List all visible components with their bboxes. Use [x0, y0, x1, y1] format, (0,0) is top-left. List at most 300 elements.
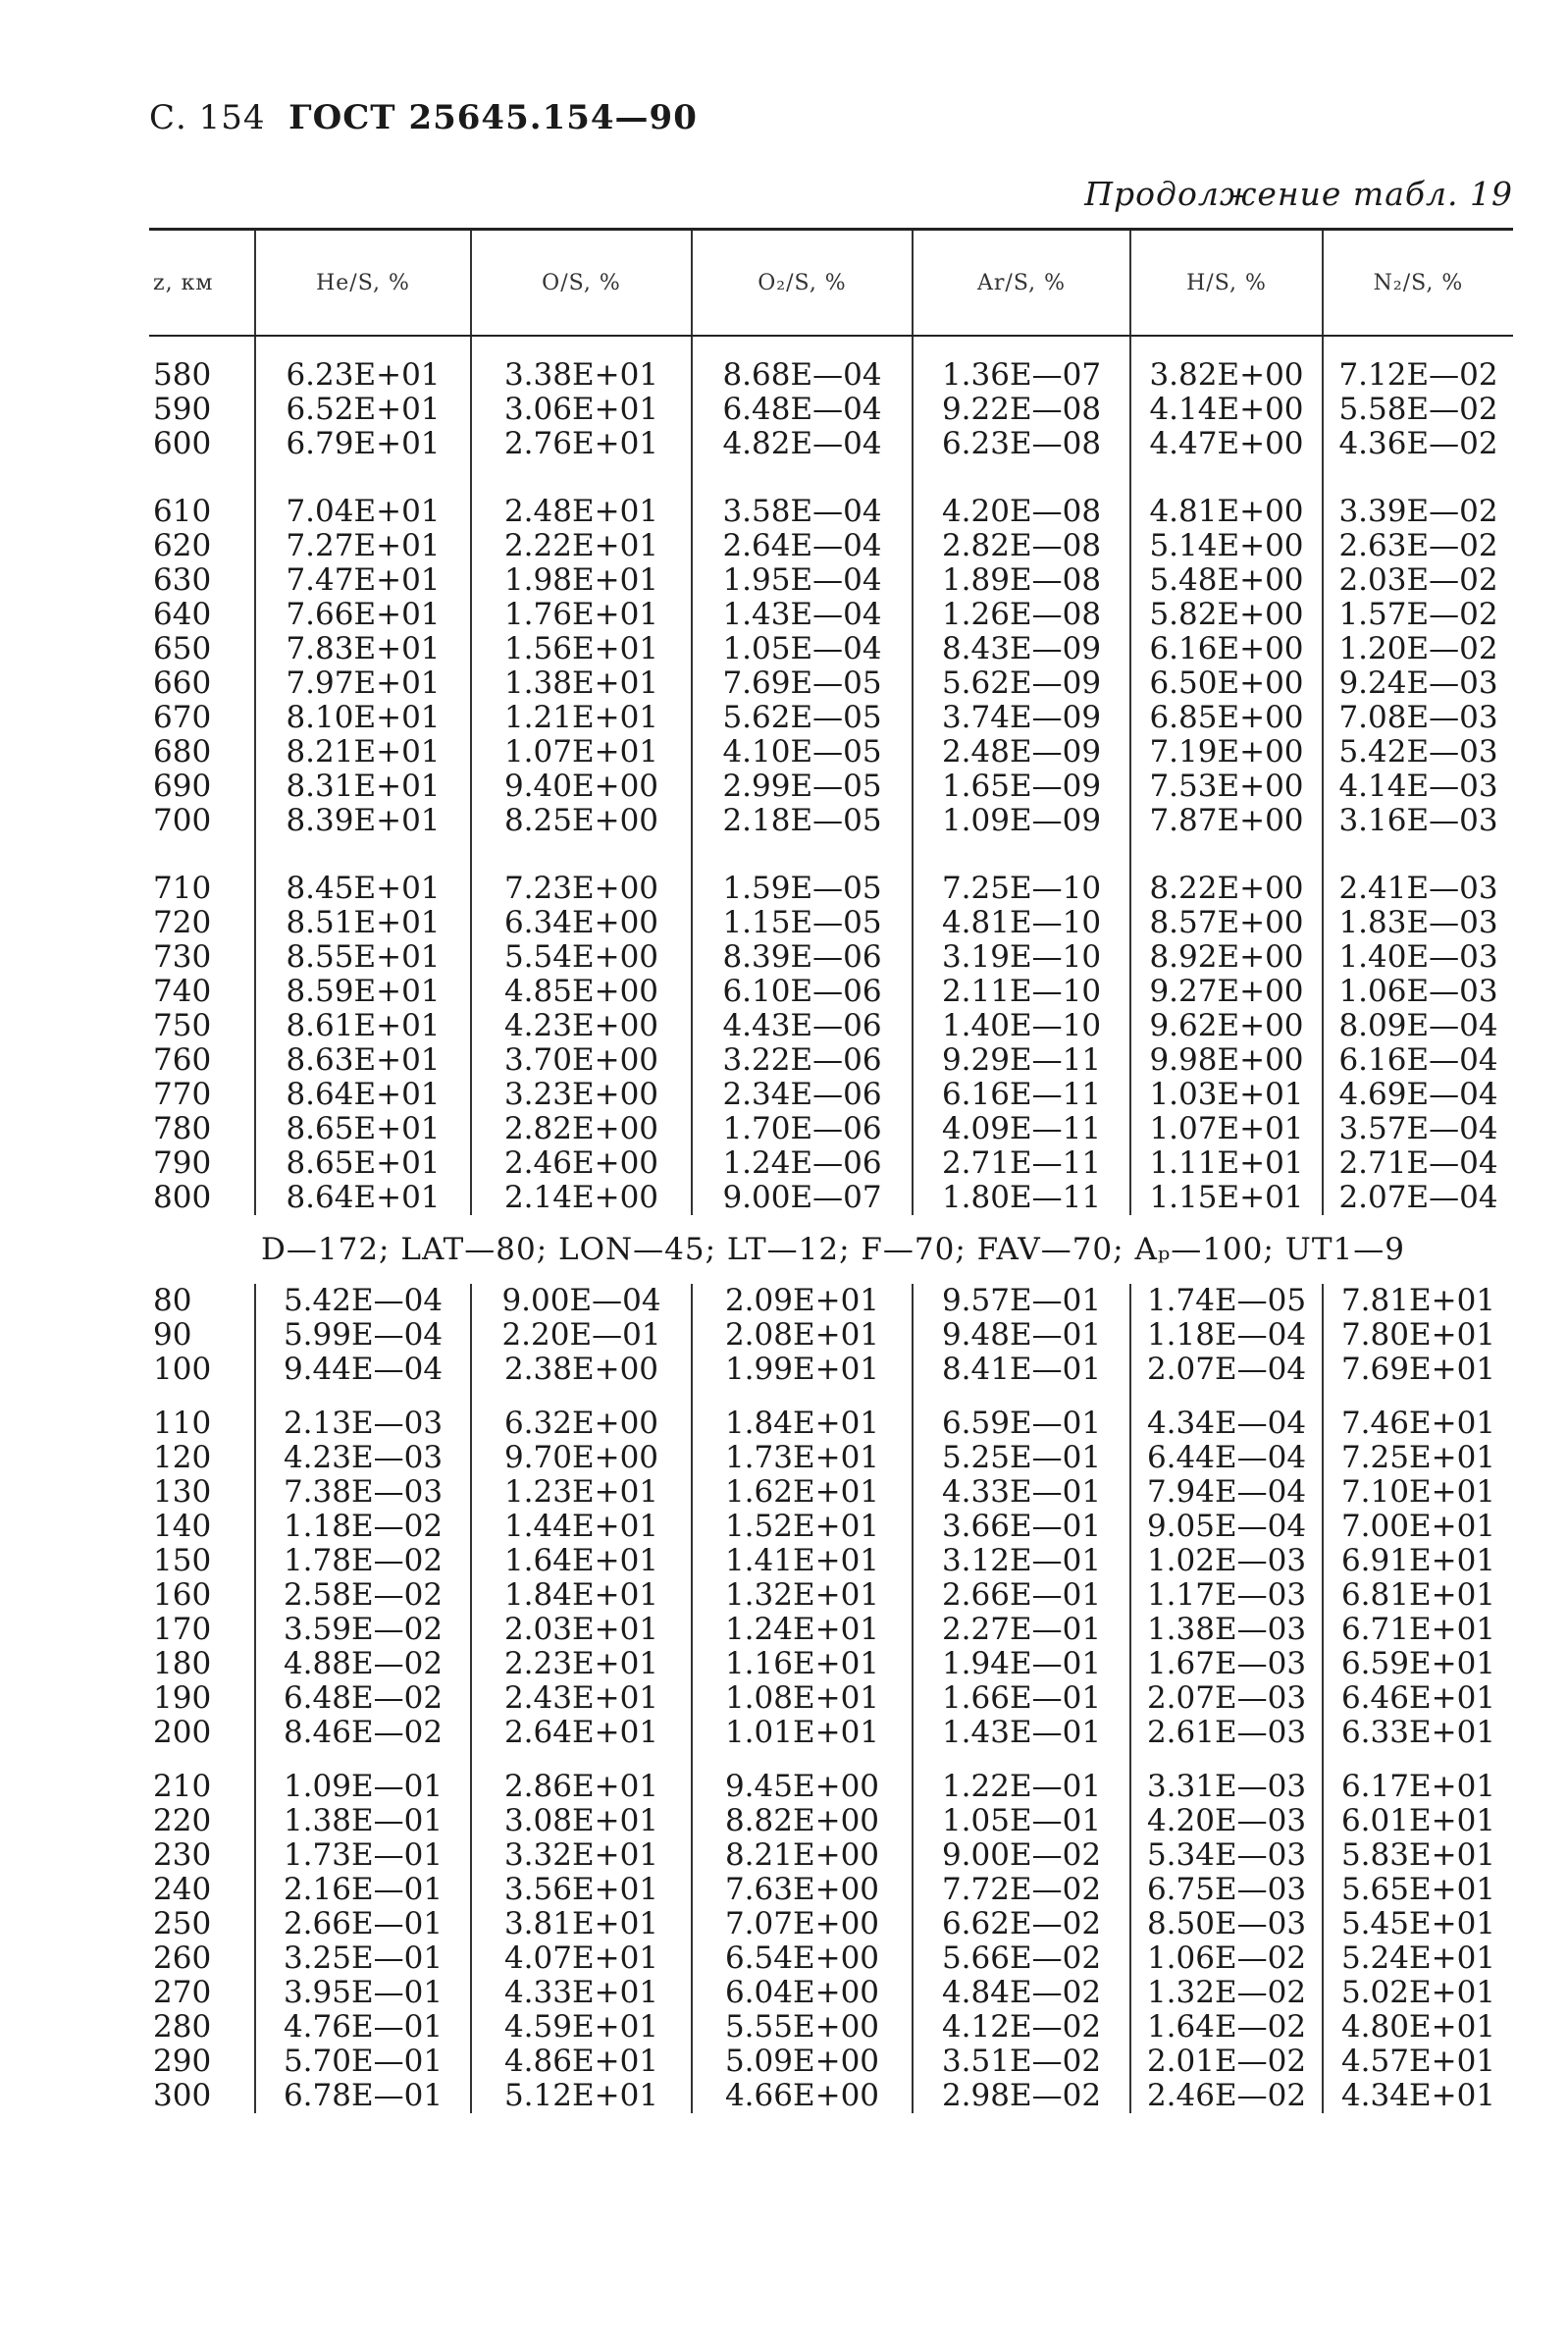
value-cell: 7.94E—04	[1130, 1475, 1323, 1510]
value-cell: 1.07E+01	[1130, 1112, 1323, 1146]
value-cell: 5.62E—05	[692, 701, 913, 735]
value-cell: 1.70E—06	[692, 1112, 913, 1146]
value-cell: 2.38E+00	[471, 1353, 692, 1387]
value-cell: 2.99E—05	[692, 770, 913, 804]
value-cell: 5.42E—03	[1323, 735, 1513, 770]
value-cell: 1.15E+01	[1130, 1181, 1323, 1215]
value-cell: 4.34E—04	[1130, 1407, 1323, 1441]
value-cell: 7.23E+00	[471, 872, 692, 906]
altitude-cell: 300	[153, 2078, 212, 2113]
value-cell: 8.65E+01	[255, 1112, 471, 1146]
value-cell: 4.12E—02	[913, 2010, 1130, 2045]
column-header: He/S, %	[255, 231, 471, 336]
value-cell: 2.66E—01	[913, 1578, 1130, 1613]
value-cell: 1.38E—03	[1130, 1613, 1323, 1647]
spacer-cell	[255, 1750, 471, 1770]
altitude-cell: 590	[153, 392, 212, 427]
value-cell: 1.08E+01	[692, 1681, 913, 1716]
value-cell: 9.22E—08	[913, 393, 1130, 427]
spacer-cell	[913, 1750, 1130, 1770]
spacer-cell	[1323, 1750, 1513, 1770]
value-cell: 7.63E+00	[692, 1873, 913, 1907]
value-cell: 8.82E+00	[692, 1804, 913, 1838]
value-cell: 5.54E+00	[471, 940, 692, 975]
value-cell: 2.11E—10	[913, 975, 1130, 1009]
value-cell: 7.72E—02	[913, 1873, 1130, 1907]
value-cell: 3.19E—10	[913, 940, 1130, 975]
value-cell: 7.07E+00	[692, 1907, 913, 1941]
value-cell: 3.08E+01	[471, 1804, 692, 1838]
table-row	[149, 632, 1513, 666]
column-header: H/S, %	[1130, 231, 1323, 336]
model-parameters: D—172; LAT—80; LON—45; LT—12; F—70; FAV—70; Aₚ—100; UT1—9	[261, 1232, 1405, 1267]
value-cell: 1.06E—03	[1323, 975, 1513, 1009]
value-cell: 6.59E+01	[1323, 1647, 1513, 1681]
table-row	[149, 1613, 1513, 1647]
value-cell: 2.41E—03	[1323, 872, 1513, 906]
value-cell: 4.69E—04	[1323, 1078, 1513, 1112]
table-row	[149, 2045, 1513, 2079]
table-row	[149, 906, 1513, 940]
value-cell: 5.70E—01	[255, 2045, 471, 2079]
value-cell: 6.16E—11	[913, 1078, 1130, 1112]
value-cell: 3.58E—04	[692, 495, 913, 529]
value-cell: 2.07E—03	[1130, 1681, 1323, 1716]
altitude-cell: 720	[153, 905, 212, 940]
table-continuation-caption: Продолжение табл. 19	[1084, 175, 1513, 213]
spacer-cell	[1323, 838, 1513, 872]
value-cell: 3.56E+01	[471, 1873, 692, 1907]
spacer-cell	[255, 336, 471, 358]
value-cell: 3.82E+00	[1130, 358, 1323, 393]
value-cell: 8.50E—03	[1130, 1907, 1323, 1941]
group-spacer	[149, 1387, 1513, 1407]
value-cell: 1.66E—01	[913, 1681, 1130, 1716]
value-cell: 6.16E—04	[1323, 1043, 1513, 1078]
spacer-cell	[1130, 461, 1323, 495]
value-cell: 4.47E+00	[1130, 427, 1323, 461]
spacer-cell	[692, 461, 913, 495]
value-cell: 7.80E+01	[1323, 1318, 1513, 1353]
value-cell: 6.54E+00	[692, 1941, 913, 1976]
value-cell: 8.64E+01	[255, 1078, 471, 1112]
value-cell: 3.66E—01	[913, 1510, 1130, 1544]
value-cell: 2.71E—11	[913, 1146, 1130, 1181]
spacer-cell	[471, 838, 692, 872]
value-cell: 1.16E+01	[692, 1647, 913, 1681]
value-cell: 7.46E+01	[1323, 1407, 1513, 1441]
spacer-cell	[692, 838, 913, 872]
value-cell: 4.10E—05	[692, 735, 913, 770]
value-cell: 4.14E—03	[1323, 770, 1513, 804]
value-cell: 8.25E+00	[471, 804, 692, 838]
table-row	[149, 393, 1513, 427]
value-cell: 5.82E+00	[1130, 598, 1323, 632]
value-cell: 7.19E+00	[1130, 735, 1323, 770]
altitude-cell: 220	[153, 1803, 212, 1838]
column-header: O/S, %	[471, 231, 692, 336]
value-cell: 6.46E+01	[1323, 1681, 1513, 1716]
value-cell: 4.76E—01	[255, 2010, 471, 2045]
table-row	[149, 1647, 1513, 1681]
table-row	[149, 666, 1513, 701]
table-row	[149, 1681, 1513, 1716]
value-cell: 6.71E+01	[1323, 1613, 1513, 1647]
value-cell: 5.34E—03	[1130, 1838, 1323, 1873]
value-cell: 1.74E—05	[1130, 1284, 1323, 1318]
value-cell: 1.02E—03	[1130, 1544, 1323, 1578]
value-cell: 2.46E+00	[471, 1146, 692, 1181]
value-cell: 4.59E+01	[471, 2010, 692, 2045]
table-row	[149, 770, 1513, 804]
value-cell: 3.25E—01	[255, 1941, 471, 1976]
value-cell: 6.78E—01	[255, 2079, 471, 2113]
value-cell: 2.46E—02	[1130, 2079, 1323, 2113]
value-cell: 2.66E—01	[255, 1907, 471, 1941]
value-cell: 7.69E—05	[692, 666, 913, 701]
altitude-cell: 130	[153, 1474, 212, 1510]
value-cell: 2.16E—01	[255, 1873, 471, 1907]
value-cell: 3.12E—01	[913, 1544, 1130, 1578]
altitude-cell: 620	[153, 528, 212, 563]
value-cell: 9.48E—01	[913, 1318, 1130, 1353]
value-cell: 6.44E—04	[1130, 1441, 1323, 1475]
value-cell: 5.58E—02	[1323, 393, 1513, 427]
value-cell: 3.32E+01	[471, 1838, 692, 1873]
spacer-cell	[149, 1387, 255, 1407]
value-cell: 4.81E—10	[913, 906, 1130, 940]
table-row	[149, 1009, 1513, 1043]
parameters-row	[149, 1215, 1513, 1284]
altitude-cell: 760	[153, 1042, 212, 1078]
value-cell: 1.76E+01	[471, 598, 692, 632]
value-cell: 5.14E+00	[1130, 529, 1323, 563]
value-cell: 3.38E+01	[471, 358, 692, 393]
value-cell: 4.14E+00	[1130, 393, 1323, 427]
value-cell: 4.36E—02	[1323, 427, 1513, 461]
table-row	[149, 1804, 1513, 1838]
value-cell: 6.79E+01	[255, 427, 471, 461]
value-cell: 1.24E—06	[692, 1146, 913, 1181]
value-cell: 3.23E+00	[471, 1078, 692, 1112]
table-row	[149, 1112, 1513, 1146]
spacer-cell	[471, 461, 692, 495]
value-cell: 2.61E—03	[1130, 1716, 1323, 1750]
value-cell: 6.75E—03	[1130, 1873, 1323, 1907]
altitude-cell: 140	[153, 1509, 212, 1544]
value-cell: 6.01E+01	[1323, 1804, 1513, 1838]
value-cell: 9.05E—04	[1130, 1510, 1323, 1544]
value-cell: 1.18E—04	[1130, 1318, 1323, 1353]
value-cell: 1.24E+01	[692, 1613, 913, 1647]
value-cell: 1.32E+01	[692, 1578, 913, 1613]
table-row	[149, 1544, 1513, 1578]
spacer-cell	[913, 461, 1130, 495]
value-cell: 6.52E+01	[255, 393, 471, 427]
value-cell: 6.81E+01	[1323, 1578, 1513, 1613]
value-cell: 1.84E+01	[692, 1407, 913, 1441]
value-cell: 1.64E—02	[1130, 2010, 1323, 2045]
value-cell: 2.64E—04	[692, 529, 913, 563]
altitude-cell: 250	[153, 1906, 212, 1941]
value-cell: 1.38E—01	[255, 1804, 471, 1838]
value-cell: 1.62E+01	[692, 1475, 913, 1510]
table-row	[149, 1181, 1513, 1215]
value-cell: 4.33E—01	[913, 1475, 1130, 1510]
value-cell: 3.31E—03	[1130, 1770, 1323, 1804]
page-number: С. 154	[149, 98, 266, 137]
value-cell: 8.45E+01	[255, 872, 471, 906]
value-cell: 8.09E—04	[1323, 1009, 1513, 1043]
value-cell: 6.23E+01	[255, 358, 471, 393]
altitude-cell: 290	[153, 2044, 212, 2079]
value-cell: 9.70E+00	[471, 1441, 692, 1475]
value-cell: 2.48E+01	[471, 495, 692, 529]
value-cell: 1.73E—01	[255, 1838, 471, 1873]
value-cell: 7.27E+01	[255, 529, 471, 563]
value-cell: 4.88E—02	[255, 1647, 471, 1681]
value-cell: 2.14E+00	[471, 1181, 692, 1215]
value-cell: 2.23E+01	[471, 1647, 692, 1681]
value-cell: 3.59E—02	[255, 1613, 471, 1647]
altitude-cell: 190	[153, 1680, 212, 1716]
value-cell: 2.07E—04	[1323, 1181, 1513, 1215]
value-cell: 1.83E—03	[1323, 906, 1513, 940]
value-cell: 3.95E—01	[255, 1976, 471, 2010]
value-cell: 9.29E—11	[913, 1043, 1130, 1078]
value-cell: 1.21E+01	[471, 701, 692, 735]
value-cell: 2.64E+01	[471, 1716, 692, 1750]
value-cell: 2.09E+01	[692, 1284, 913, 1318]
spacer-cell	[692, 1750, 913, 1770]
table-row	[149, 1907, 1513, 1941]
value-cell: 1.84E+01	[471, 1578, 692, 1613]
table-row	[149, 529, 1513, 563]
value-cell: 9.45E+00	[692, 1770, 913, 1804]
value-cell: 2.34E—06	[692, 1078, 913, 1112]
table-row	[149, 1873, 1513, 1907]
value-cell: 5.24E+01	[1323, 1941, 1513, 1976]
value-cell: 2.20E—01	[471, 1318, 692, 1353]
value-cell: 2.07E—04	[1130, 1353, 1323, 1387]
value-cell: 2.98E—02	[913, 2079, 1130, 2113]
altitude-cell: 770	[153, 1077, 212, 1112]
value-cell: 1.40E—03	[1323, 940, 1513, 975]
altitude-cell: 240	[153, 1872, 212, 1907]
altitude-cell: 730	[153, 939, 212, 975]
value-cell: 1.26E—08	[913, 598, 1130, 632]
value-cell: 8.51E+01	[255, 906, 471, 940]
table-row	[149, 2010, 1513, 2045]
value-cell: 1.20E—02	[1323, 632, 1513, 666]
table-row	[149, 701, 1513, 735]
value-cell: 4.20E—08	[913, 495, 1130, 529]
value-cell: 6.32E+00	[471, 1407, 692, 1441]
altitude-cell: 580	[153, 357, 212, 393]
value-cell: 4.86E+01	[471, 2045, 692, 2079]
value-cell: 3.51E—02	[913, 2045, 1130, 2079]
value-cell: 2.86E+01	[471, 1770, 692, 1804]
column-header: N₂/S, %	[1323, 231, 1513, 336]
value-cell: 1.80E—11	[913, 1181, 1130, 1215]
altitude-cell: 280	[153, 2009, 212, 2045]
group-spacer	[149, 336, 1513, 358]
value-cell: 3.22E—06	[692, 1043, 913, 1078]
altitude-cell: 680	[153, 734, 212, 770]
group-spacer	[149, 1750, 1513, 1770]
value-cell: 2.03E—02	[1323, 563, 1513, 598]
value-cell: 4.09E—11	[913, 1112, 1130, 1146]
value-cell: 1.01E+01	[692, 1716, 913, 1750]
altitude-cell: 200	[153, 1715, 212, 1750]
table-row	[149, 495, 1513, 529]
value-cell: 1.22E—01	[913, 1770, 1130, 1804]
value-cell: 1.57E—02	[1323, 598, 1513, 632]
value-cell: 3.06E+01	[471, 393, 692, 427]
value-cell: 1.67E—03	[1130, 1647, 1323, 1681]
altitude-cell: 640	[153, 597, 212, 632]
value-cell: 1.43E—01	[913, 1716, 1130, 1750]
table-row	[149, 1078, 1513, 1112]
value-cell: 7.10E+01	[1323, 1475, 1513, 1510]
altitude-cell: 740	[153, 974, 212, 1009]
value-cell: 3.74E—09	[913, 701, 1130, 735]
value-cell: 1.56E+01	[471, 632, 692, 666]
value-cell: 8.63E+01	[255, 1043, 471, 1078]
data-table-container	[149, 228, 1513, 2113]
altitude-cell: 110	[153, 1406, 212, 1441]
value-cell: 4.20E—03	[1130, 1804, 1323, 1838]
altitude-cell: 260	[153, 1940, 212, 1976]
table-row	[149, 1716, 1513, 1750]
value-cell: 7.38E—03	[255, 1475, 471, 1510]
altitude-cell: 660	[153, 665, 212, 701]
value-cell: 2.58E—02	[255, 1578, 471, 1613]
spacer-cell	[149, 336, 255, 358]
value-cell: 6.91E+01	[1323, 1544, 1513, 1578]
value-cell: 4.07E+01	[471, 1941, 692, 1976]
value-cell: 8.41E—01	[913, 1353, 1130, 1387]
spacer-cell	[471, 336, 692, 358]
value-cell: 7.12E—02	[1323, 358, 1513, 393]
value-cell: 4.81E+00	[1130, 495, 1323, 529]
value-cell: 2.01E—02	[1130, 2045, 1323, 2079]
value-cell: 3.57E—04	[1323, 1112, 1513, 1146]
value-cell: 1.65E—09	[913, 770, 1130, 804]
altitude-cell: 690	[153, 769, 212, 804]
value-cell: 6.48E—04	[692, 393, 913, 427]
value-cell: 2.43E+01	[471, 1681, 692, 1716]
value-cell: 5.66E—02	[913, 1941, 1130, 1976]
value-cell: 4.23E+00	[471, 1009, 692, 1043]
table-row	[149, 427, 1513, 461]
table-row	[149, 563, 1513, 598]
value-cell: 1.23E+01	[471, 1475, 692, 1510]
table-row	[149, 975, 1513, 1009]
table-row	[149, 872, 1513, 906]
value-cell: 1.73E+01	[692, 1441, 913, 1475]
value-cell: 1.18E—02	[255, 1510, 471, 1544]
altitude-cell: 160	[153, 1577, 212, 1613]
table-row	[149, 598, 1513, 632]
value-cell: 7.47E+01	[255, 563, 471, 598]
value-cell: 7.08E—03	[1323, 701, 1513, 735]
spacer-cell	[149, 1750, 255, 1770]
value-cell: 8.59E+01	[255, 975, 471, 1009]
value-cell: 8.64E+01	[255, 1181, 471, 1215]
value-cell: 1.98E+01	[471, 563, 692, 598]
value-cell: 8.21E+01	[255, 735, 471, 770]
altitude-cell: 670	[153, 700, 212, 735]
value-cell: 1.09E—01	[255, 1770, 471, 1804]
value-cell: 7.25E—10	[913, 872, 1130, 906]
spacer-cell	[1130, 1750, 1323, 1770]
value-cell: 9.00E—02	[913, 1838, 1130, 1873]
value-cell: 9.24E—03	[1323, 666, 1513, 701]
table-row	[149, 1510, 1513, 1544]
table-row	[149, 1475, 1513, 1510]
value-cell: 9.44E—04	[255, 1353, 471, 1387]
value-cell: 5.12E+01	[471, 2079, 692, 2113]
value-cell: 5.48E+00	[1130, 563, 1323, 598]
column-header: Ar/S, %	[913, 231, 1130, 336]
value-cell: 4.33E+01	[471, 1976, 692, 2010]
table-row	[149, 1407, 1513, 1441]
value-cell: 1.09E—09	[913, 804, 1130, 838]
table-row	[149, 1318, 1513, 1353]
spacer-cell	[913, 336, 1130, 358]
altitude-cell: 780	[153, 1111, 212, 1146]
value-cell: 8.92E+00	[1130, 940, 1323, 975]
altitude-cell: 650	[153, 631, 212, 666]
value-cell: 8.21E+00	[692, 1838, 913, 1873]
table-row	[149, 1838, 1513, 1873]
altitude-cell: 230	[153, 1837, 212, 1873]
value-cell: 9.40E+00	[471, 770, 692, 804]
spacer-cell	[255, 838, 471, 872]
table-row	[149, 1284, 1513, 1318]
value-cell: 2.63E—02	[1323, 529, 1513, 563]
concentration-table	[149, 231, 1513, 2113]
value-cell: 1.40E—10	[913, 1009, 1130, 1043]
spacer-cell	[1130, 336, 1323, 358]
altitude-cell: 700	[153, 803, 212, 838]
table-row	[149, 735, 1513, 770]
value-cell: 5.65E+01	[1323, 1873, 1513, 1907]
spacer-cell	[692, 1387, 913, 1407]
value-cell: 1.99E+01	[692, 1353, 913, 1387]
altitude-cell: 750	[153, 1008, 212, 1043]
value-cell: 2.18E—05	[692, 804, 913, 838]
table-row	[149, 1578, 1513, 1613]
value-cell: 4.66E+00	[692, 2079, 913, 2113]
table-row	[149, 1353, 1513, 1387]
table-row	[149, 1770, 1513, 1804]
value-cell: 8.46E—02	[255, 1716, 471, 1750]
altitude-cell: 80	[153, 1283, 192, 1318]
value-cell: 5.83E+01	[1323, 1838, 1513, 1873]
value-cell: 1.05E—01	[913, 1804, 1130, 1838]
value-cell: 2.03E+01	[471, 1613, 692, 1647]
value-cell: 5.62E—09	[913, 666, 1130, 701]
value-cell: 2.82E—08	[913, 529, 1130, 563]
value-cell: 1.05E—04	[692, 632, 913, 666]
value-cell: 1.95E—04	[692, 563, 913, 598]
value-cell: 8.39E—06	[692, 940, 913, 975]
altitude-cell: 600	[153, 426, 212, 461]
value-cell: 9.98E+00	[1130, 1043, 1323, 1078]
spacer-cell	[1130, 1387, 1323, 1407]
